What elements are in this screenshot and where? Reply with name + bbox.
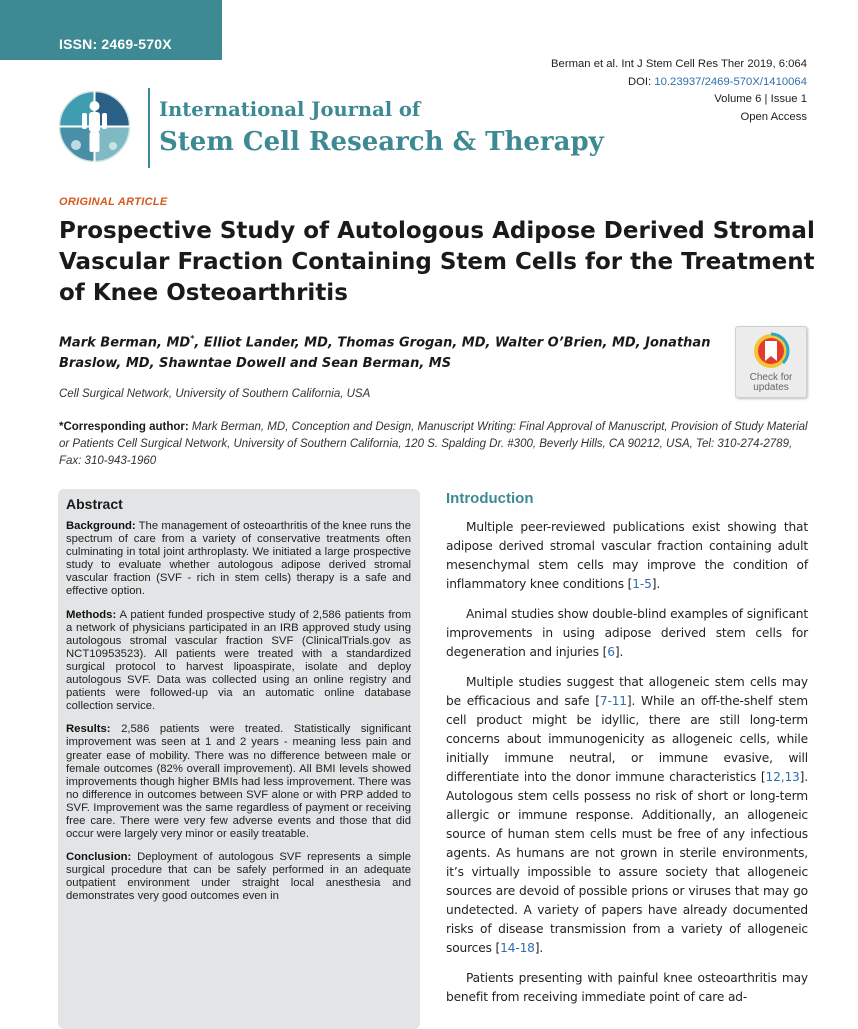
citation-link[interactable]: 7-11 (599, 694, 627, 708)
bookmark-icon (736, 327, 806, 373)
abstract-results-label: Results: (66, 723, 111, 736)
intro-p3-close: ]. (534, 941, 544, 955)
doi-label: DOI: (627, 75, 655, 88)
intro-p1-end: ]. (651, 577, 661, 591)
doi-link[interactable]: 10.23937/2469-570X/1410064 (654, 75, 807, 88)
citation-link[interactable]: 12,13 (765, 770, 800, 784)
issn-label: ISSN: 2469-570X (59, 36, 172, 52)
citation-link[interactable]: 1-5 (632, 577, 652, 591)
abstract-results (66, 723, 411, 841)
citation: Berman et al. Int J Stem Cell Res Ther 2019, 6:064 (551, 58, 807, 70)
author-rest: , Elliot Lander, MD, Thomas Grogan, MD, Walter O’Brien, MD, Jonathan Braslow, MD, Shawntae Dowell and Sean Berman, MS (59, 335, 711, 372)
abstract-background-label: Background: (66, 520, 136, 532)
journal-name-line2: Stem Cell Research & Therapy (159, 127, 604, 157)
abstract-results-text: 2,586 patients were treated. Statistically significant improvement was seen at 1 and 2 years - meaning less pain and greater ease of mobility. There was no difference between male or female outcomes (82% overall improvement). All BMI levels showed improvements though higher BMIs had less improvement. There was no difference in outcomes between SVF alone or with PRP added to SVF. Improvement was the same regardless of payment or receiving free care. There were very few adverse events and those that did occur were largely very minor or easily treatable. (66, 723, 411, 841)
introduction-body (446, 518, 808, 1018)
abstract-conclusion (66, 851, 411, 903)
corresponding-text: Mark Berman, MD, Conception and Design, Manuscript Writing: Final Approval of Manuscript, Provision of Study Material or Patients Cell Surgical Network, University of Southern California, 120 S. Spalding Dr. #300, Beverly Hills, CA 90212, USA, Tel: 310-274-2789, Fax: 310-943-1960 (59, 421, 808, 467)
abstract-background (66, 520, 411, 599)
abstract-background-text: The management of osteoarthritis of the knee runs the spectrum of care from a variety of conservative treatments often culminating in total joint arthroplasty. We initiated a large prospective study to evaluate whether autologous adipose derived stromal vascular fraction (SVF - rich in stem cells) therapy is a safe and effective option. (66, 520, 411, 598)
intro-p3-text: Multiple studies suggest that allogeneic stem cells may be efficacious and safe [ (446, 675, 808, 708)
author-first[interactable]: Mark Berman, MD (59, 335, 191, 351)
check-for-updates-button[interactable] (735, 326, 807, 398)
volume-issue: Volume 6 | Issue 1 (714, 93, 807, 105)
abstract-methods (66, 609, 411, 714)
citation-link[interactable]: 6 (607, 645, 615, 659)
intro-paragraph-3 (446, 673, 808, 958)
issn-banner (0, 0, 222, 60)
intro-p2-end: ]. (614, 645, 624, 659)
open-access-label: Open Access (740, 110, 807, 123)
intro-p3-end: ]. Autologous stem cells possess no risk of short or long-term allergic or immune response. Additionally, an allogeneic source of human stem cells must be free of any infectious agents. As humans are not grown in sterile environments, it’s virtually impossible to assure society that allogeneic sources are devoid of possible prions or viruses that may go undetected. A variety of papers have already documented risks of disease transmission from a variety of allogeneic sources [ (446, 770, 808, 955)
journal-name-line1: International Journal of (159, 98, 421, 121)
abstract-methods-text: A patient funded prospective study of 2,586 patients from a network of physicians participated in an IRB approved study using autologous stromal vascular fraction SVF (ClinicalTrials.gov as NCT10953523). All patients were treated with a standardized surgical protocol to harvest lipoaspirate, isolate and deploy autologous SVF. Data was collected using an online registry and patients were followed-up via an automatic online database collection service. (66, 608, 411, 713)
introduction-heading: Introduction (446, 490, 534, 507)
abstract-methods-label: Methods: (66, 608, 117, 621)
author-list (59, 328, 719, 374)
intro-p1-text: Multiple peer-reviewed publications exist showing that adipose derived stromal vascular fraction containing adult mesenchymal stem cells may improve the condition of inflammatory knee conditions [ (446, 520, 808, 591)
article-title: Prospective Study of Autologous Adipose Derived Stromal Vascular Fraction Containing Stem Cells for the Treatment of Knee Osteoarthritis (59, 218, 815, 306)
intro-paragraph-4 (446, 969, 808, 1007)
abstract-conclusion-label: Conclusion: (66, 851, 132, 864)
corresponding-mark: * (190, 334, 195, 343)
intro-paragraph-1 (446, 518, 808, 594)
intro-p4-text: Patients presenting with painful knee osteoarthritis may benefit from receiving immediate point of care ad- (446, 971, 808, 1004)
citation-block (551, 56, 807, 126)
intro-p2-text: Animal studies show double-blind examples of significant improvements in using adipose derived stem cells for degeneration and injuries [ (446, 607, 808, 659)
intro-p3-mid: ]. While an off-the-shelf stem cell product might be idyllic, there are still long-term concerns about immunogenicity as allogeneic cells, while initially immune neutral, or immune evasive, will differentiate into the donor immune characteristics [ (446, 694, 808, 784)
abstract-heading: Abstract (66, 496, 123, 512)
intro-paragraph-2 (446, 605, 808, 662)
check-for-updates-label (736, 373, 806, 393)
corresponding-author (59, 419, 814, 470)
article-type: ORIGINAL ARTICLE (59, 196, 168, 208)
affiliation: Cell Surgical Network, University of Southern California, USA (59, 388, 371, 400)
check-for-updates-line1: Check for (749, 372, 793, 383)
journal-divider (148, 88, 150, 168)
corresponding-label: *Corresponding author: (59, 421, 189, 433)
check-for-updates-line2: updates (753, 382, 789, 393)
abstract-conclusion-text: Deployment of autologous SVF represents a simple surgical procedure that can be safely performed in an adequate outpatient environment under straight local anesthesia and demonstrates very good outcomes even in (66, 851, 411, 903)
doi-line (551, 74, 807, 92)
journal-logo-icon (58, 90, 131, 163)
abstract-body (66, 520, 411, 914)
citation-link[interactable]: 14-18 (500, 941, 535, 955)
